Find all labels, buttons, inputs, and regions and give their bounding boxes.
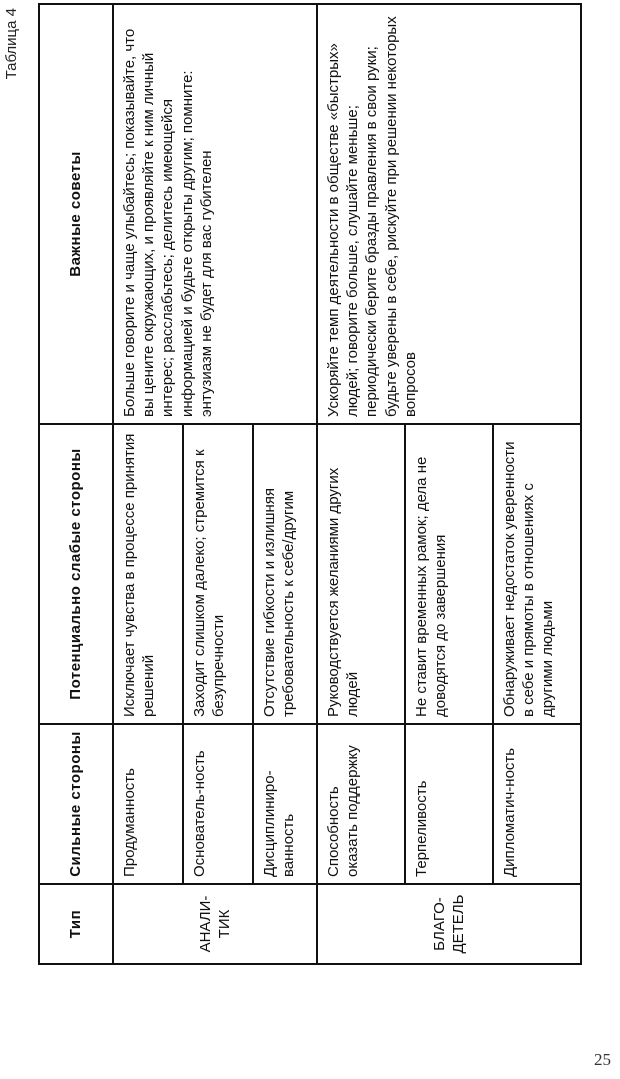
header-advice: Важные советы <box>39 4 113 424</box>
advice-cell-analyst: Больше говорите и чаще улыбайтесь; показывайте, что вы цените окружающих, и проявляйте к ним личный интерес; расслабьтесь; делитесь имеющейся информацией и будьте открыты другим; помните: энтузиазм не будет для вас губителен <box>113 4 317 424</box>
table-caption: Таблица 4 <box>3 8 20 80</box>
header-row <box>39 4 113 964</box>
weakness-cell: Заходит слишком далеко; стремится к безупречности <box>183 424 253 724</box>
weakness-cell: Руководствуется желаниями других людей <box>317 424 405 724</box>
strength-cell: Терпеливость <box>405 724 493 884</box>
personality-table <box>38 3 582 965</box>
advice-cell-benefactor: Ускоряйте темп деятельности в обществе «быстрых» людей; говорите больше, слушайте меньше; периодически берите бразды правления в свои руки; будьте уверены в себе, рискуйте при решении некоторых вопросов <box>317 4 581 424</box>
strength-cell: Продуманность <box>113 724 183 884</box>
header-type: Тип <box>39 884 113 964</box>
type-cell-analyst: АНАЛИ-ТИК <box>113 884 317 964</box>
weakness-cell: Исключает чувства в процессе принятия решений <box>113 424 183 724</box>
table-row <box>113 4 183 964</box>
weakness-cell: Обнаруживает недостаток уверенности в себе и прямоты в отношениях с другими людьми <box>493 424 581 724</box>
type-cell-benefactor: БЛАГО-ДЕТЕЛЬ <box>317 884 581 964</box>
strength-cell: Способность оказать поддержку <box>317 724 405 884</box>
weakness-cell: Отсутствие гибкости и излишняя требовательность к себе/другим <box>253 424 317 724</box>
strength-cell: Дипломатич-ность <box>493 724 581 884</box>
table-row <box>317 4 405 964</box>
page-number: 25 <box>594 1050 611 1069</box>
header-strengths: Сильные стороны <box>39 724 113 884</box>
strength-cell: Дисциплиниро-ванность <box>253 724 317 884</box>
strength-cell: Основатель-ность <box>183 724 253 884</box>
header-weaknesses: Потенциально слабые стороны <box>39 424 113 724</box>
weakness-cell: Не ставит временных рамок; дела не доводятся до завершения <box>405 424 493 724</box>
